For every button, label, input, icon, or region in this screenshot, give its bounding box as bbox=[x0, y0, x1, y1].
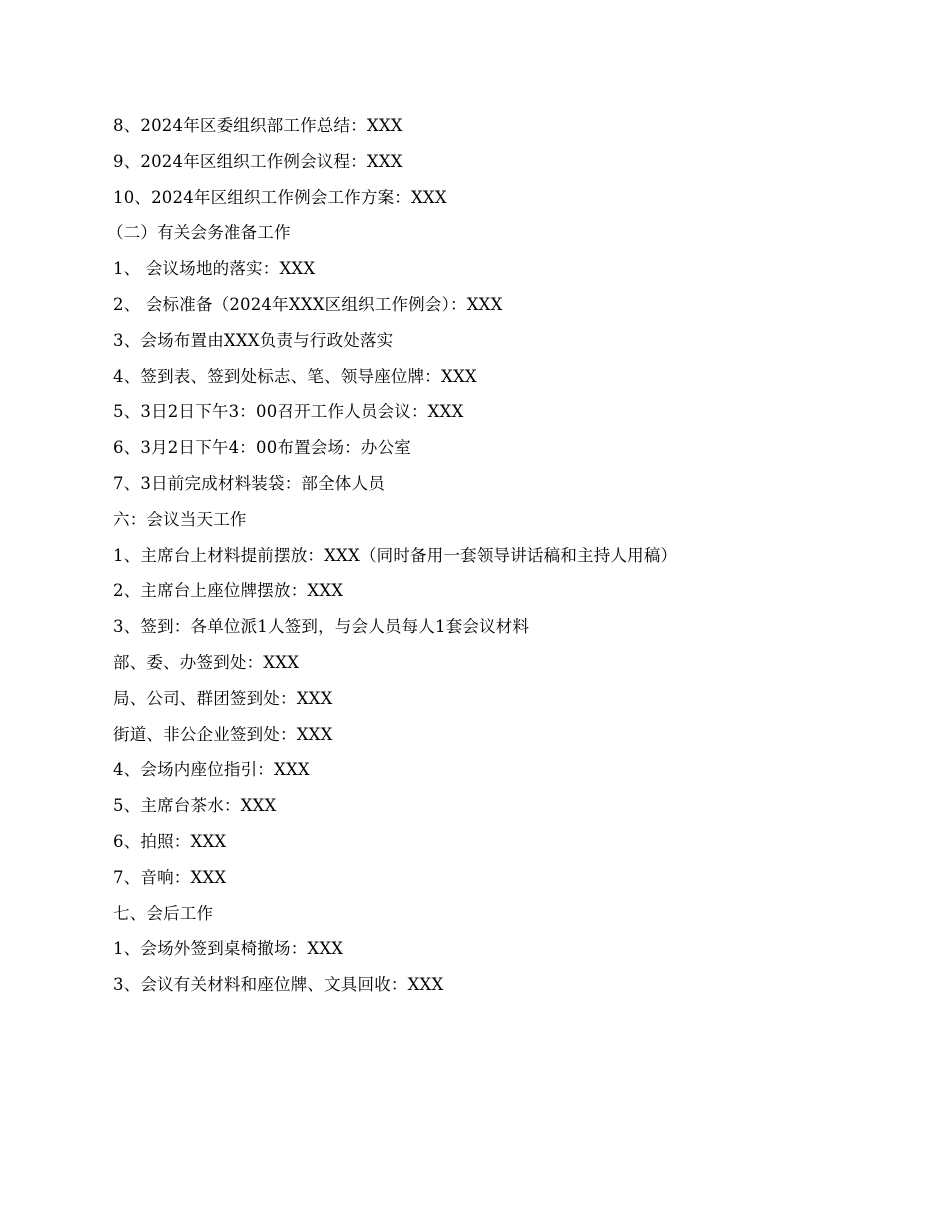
list-item: 3、会场布置由XXX负责与行政处落实 bbox=[113, 330, 394, 350]
document-body bbox=[107, 108, 873, 1003]
list-item: 2、 会标准备（2024年XXX区组织工作例会）：XXX bbox=[113, 294, 503, 314]
list-item: 2、主席台上座位牌摆放：XXX bbox=[113, 581, 344, 601]
list-item: 局、公司、群团签到处：XXX bbox=[113, 688, 333, 708]
section-heading: 六：会议当天工作 bbox=[113, 509, 247, 529]
list-item: 1、会场外签到桌椅撤场：XXX bbox=[113, 939, 344, 959]
section-heading: 七、会后工作 bbox=[113, 903, 214, 923]
list-item: 部、委、办签到处：XXX bbox=[113, 652, 300, 672]
list-item: 9、2024年区组织工作例会议程：XXX bbox=[113, 151, 403, 171]
list-item: 4、会场内座位指引：XXX bbox=[113, 760, 310, 780]
list-item: 5、3日2日下午3：00召开工作人员会议：XXX bbox=[113, 402, 464, 422]
list-item: 街道、非公企业签到处：XXX bbox=[113, 724, 333, 744]
list-item: 1、主席台上材料提前摆放：XXX（同时备用一套领导讲话稿和主持人用稿） bbox=[113, 545, 678, 565]
list-item: 4、签到表、签到处标志、笔、领导座位牌：XXX bbox=[113, 366, 477, 386]
list-item: 6、3月2日下午4：00布置会场：办公室 bbox=[113, 438, 411, 458]
list-item: 3、会议有关材料和座位牌、文具回收：XXX bbox=[113, 975, 444, 995]
list-item: 3、签到：各单位派1人签到，与会人员每人1套会议材料 bbox=[113, 617, 530, 637]
list-item: 7、3日前完成材料装袋：部全体人员 bbox=[113, 473, 385, 493]
section-heading: （二）有关会务准备工作 bbox=[107, 223, 291, 243]
list-item: 1、 会议场地的落实：XXX bbox=[113, 259, 316, 279]
list-item: 5、主席台茶水：XXX bbox=[113, 796, 277, 816]
list-item: 8、2024年区委组织部工作总结：XXX bbox=[113, 116, 403, 135]
list-item: 6、拍照：XXX bbox=[113, 831, 227, 851]
list-item: 10、2024年区组织工作例会工作方案：XXX bbox=[113, 187, 447, 207]
list-item: 7、音响：XXX bbox=[113, 867, 227, 887]
